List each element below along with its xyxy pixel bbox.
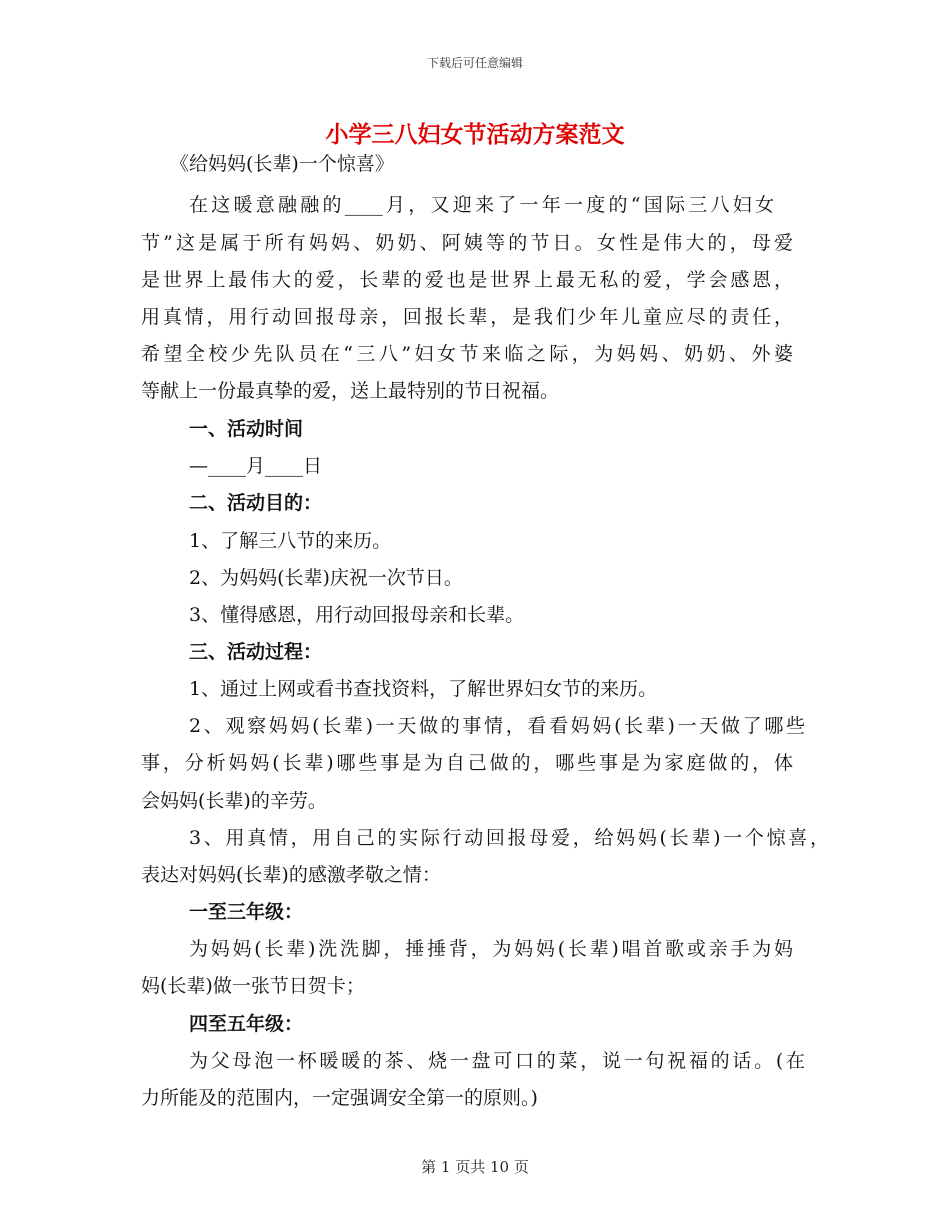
- paragraph-line: 是世界上最伟大的爱，长辈的爱也是世界上最无私的爱，学会感恩，: [141, 269, 793, 291]
- section-heading: 四至五年级：: [189, 1013, 304, 1035]
- list-item: 2、观察妈妈(长辈)一天做的事情，看看妈妈(长辈)一天做了哪些: [189, 715, 805, 737]
- page-header-note: 下载后可任意编辑: [426, 56, 523, 70]
- list-item: 3、用真情，用自己的实际行动回报母爱，给妈妈(长辈)一个惊喜，: [189, 827, 829, 849]
- list-item: 3、懂得感恩，用行动回报母亲和长辈。: [189, 604, 525, 626]
- paragraph-line: —____月____日: [189, 455, 323, 477]
- paragraph-line: 在这暖意融融的____月，又迎来了一年一度的“国际三八妇女: [189, 194, 774, 216]
- list-item: 1、通过上网或看书查找资料，了解世界妇女节的来历。: [189, 678, 658, 700]
- subtitle-line: 《给妈妈(长辈)一个惊喜》: [170, 153, 394, 175]
- paragraph-line: 会妈妈(长辈)的辛劳。: [141, 790, 327, 812]
- list-item: 2、为妈妈(长辈)庆祝一次节日。: [189, 567, 463, 589]
- paragraph-line: 表达对妈妈(长辈)的感激孝敬之情：: [141, 864, 441, 886]
- paragraph-line: 节”这是属于所有妈妈、奶奶、阿姨等的节日。女性是伟大的，母爱: [141, 232, 793, 254]
- paragraph-line: 用真情，用行动回报母亲，回报长辈，是我们少年儿童应尽的责任，: [141, 306, 793, 328]
- paragraph-line: 希望全校少先队员在“三八”妇女节来临之际，为妈妈、奶奶、外婆: [141, 343, 793, 365]
- paragraph-line: 妈(长辈)做一张节日贺卡；: [141, 975, 365, 997]
- paragraph-line: 等献上一份最真挚的爱，送上最特别的节日祝福。: [141, 380, 560, 402]
- section-heading: 三、活动过程：: [189, 641, 323, 663]
- page-number: 第 1 页共 10 页: [421, 1158, 529, 1176]
- section-heading: 一至三年级：: [189, 901, 304, 923]
- section-heading: 一、活动时间: [189, 418, 304, 440]
- section-heading: 二、活动目的：: [189, 492, 323, 514]
- list-item: 1、了解三八节的来历。: [189, 530, 392, 552]
- paragraph-line: 为妈妈(长辈)洗洗脚，捶捶背，为妈妈(长辈)唱首歌或亲手为妈: [189, 938, 793, 960]
- paragraph-line: 力所能及的范围内，一定强调安全第一的原则。): [141, 1087, 538, 1109]
- paragraph-line: 事，分析妈妈(长辈)哪些事是为自己做的，哪些事是为家庭做的，体: [141, 752, 793, 774]
- paragraph-line: 为父母泡一杯暖暖的茶、烧一盘可口的菜，说一句祝福的话。(在: [189, 1050, 805, 1072]
- document-title: 小学三八妇女节活动方案范文: [325, 121, 625, 148]
